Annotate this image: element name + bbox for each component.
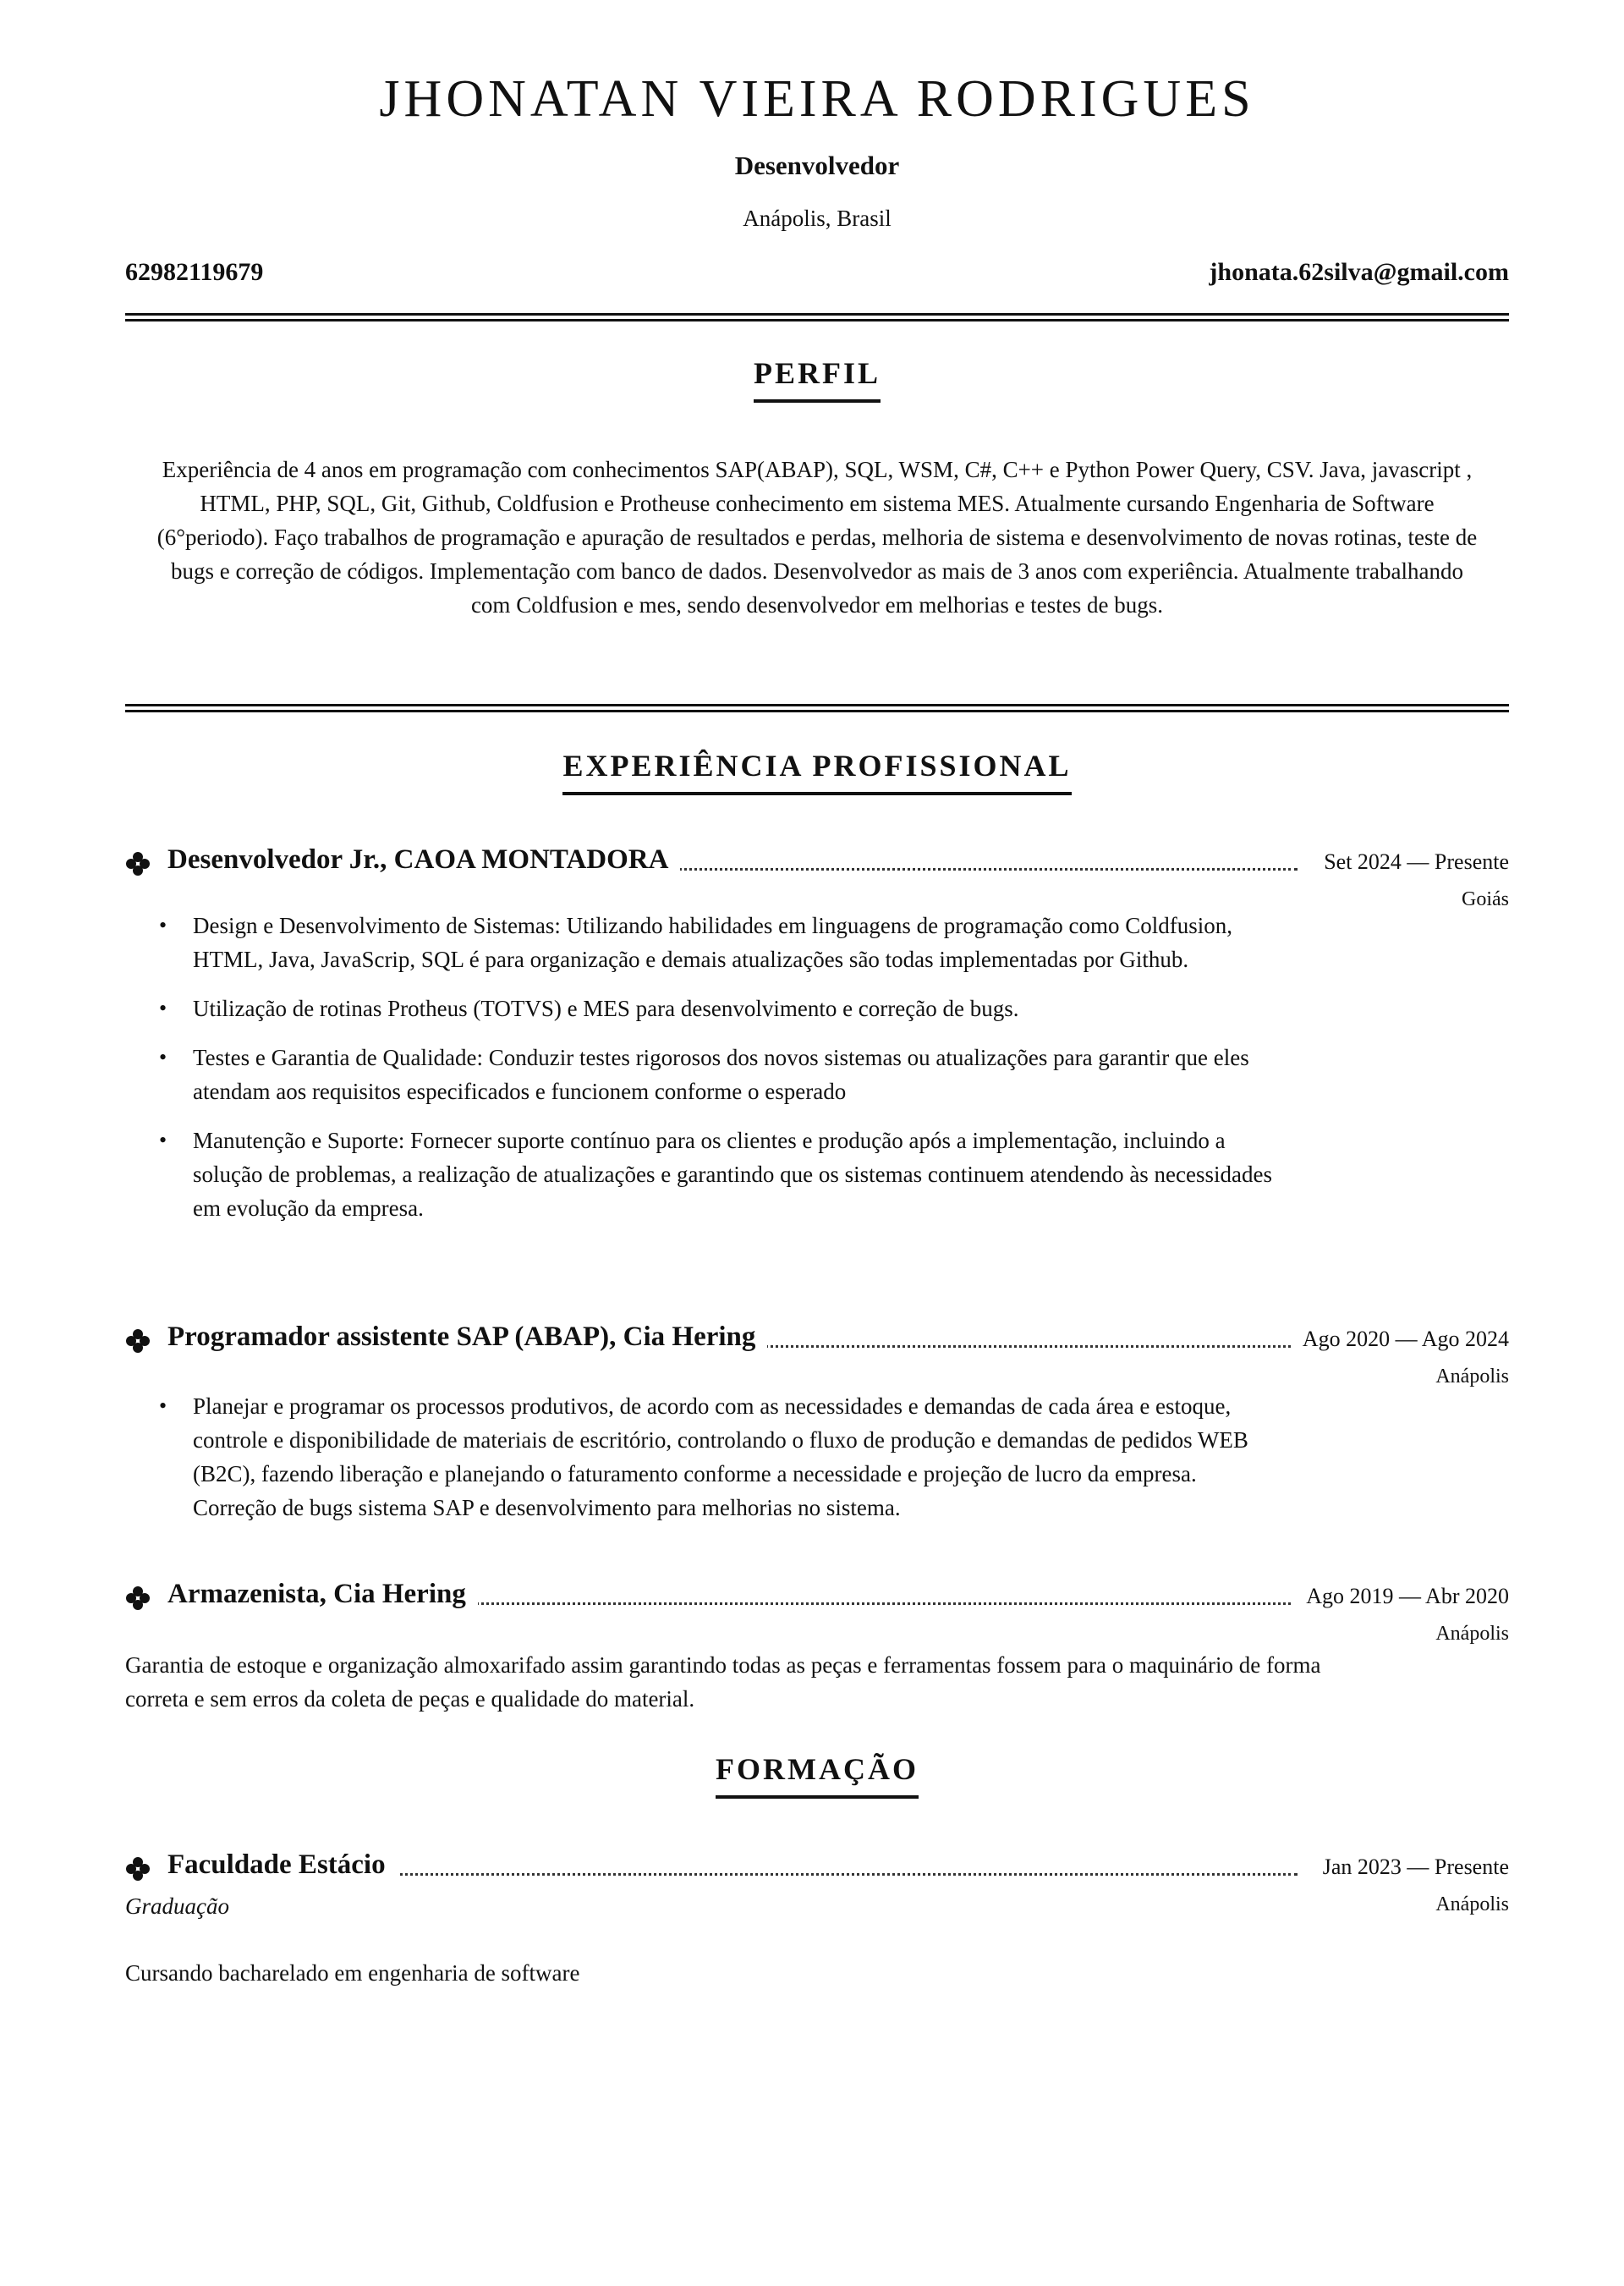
candidate-name: JHONATAN VIEIRA RODRIGUES: [379, 70, 1255, 128]
bullet-item: • Testes e Garantia de Qualidade: Conduzir testes rigorosos dos novos sistemas ou atualizações para garantir que eles atendam aos requisitos especificados e funcionem conforme o esperado: [159, 1041, 1284, 1108]
candidate-role: Desenvolvedor: [734, 151, 900, 180]
flower-bullet-icon: [125, 1856, 151, 1882]
education-section-title: FORMAÇÃO: [125, 1751, 1509, 1799]
school-name: Faculdade Estácio: [167, 1849, 398, 1881]
email-address[interactable]: jhonata.62silva@gmail.com: [1209, 258, 1509, 286]
resume-page: [125, 0, 1509, 2286]
job-location: Anápolis: [1435, 1623, 1509, 1645]
header-divider: [125, 313, 1509, 321]
phone-number: 62982119679: [125, 258, 264, 286]
job-description: Garantia de estoque e organização almoxarifado assim garantindo todas as peças e ferramentas fossem para o maquinário de forma correta e sem erros da coleta de peças e qualidade do material.: [125, 1652, 1321, 1712]
job-date: Ago 2020 — Ago 2024: [1291, 1327, 1509, 1352]
education-date: Jan 2023 — Presente: [1311, 1855, 1509, 1880]
bullet-item: • Planejar e programar os processos produtivos, de acordo com as necessidades e demandas de cada área e estoque, controle e disponibilidade de materiais de escritório, controlando o fluxo de produção e demandas de pedidos WEB (B2C), fazendo liberação e planejando o faturamento conforme a necessidade e projeção de lucro da empresa. Correção de bugs sistema SAP e desenvolvimento para melhorias no sistema.: [159, 1389, 1284, 1525]
job-location: Goiás: [1462, 888, 1509, 910]
job-date: Set 2024 — Presente: [1312, 849, 1509, 875]
candidate-location: Anápolis, Brasil: [743, 206, 892, 231]
profile-section-title: PERFIL: [125, 355, 1509, 403]
degree-type: Graduação: [125, 1893, 229, 1919]
bullet-item: • Utilização de rotinas Protheus (TOTVS) e MES para desenvolvimento e correção de bugs.: [159, 992, 1284, 1025]
job-title: Armazenista, Cia Hering: [167, 1579, 478, 1610]
profile-divider: [125, 704, 1509, 712]
job-date: Ago 2019 — Abr 2020: [1294, 1584, 1509, 1609]
job-entry: [125, 1322, 1509, 1520]
job-entry: [125, 844, 1509, 1221]
job-location: Anápolis: [1435, 1366, 1509, 1388]
profile-summary: Experiência de 4 anos em programação com conhecimentos SAP(ABAP), SQL, WSM, C#, C++ e Python Power Query, CSV. Java, javascript , HTML, PHP, SQL, Git, Github, Coldfusion e Protheuse conhecimento em sistema MES. Atualmente cursando Engenharia de Software (6°periodo). Faço trabalhos de programação e apuração de resultados e perdas, melhoria de sistema e desenvolvimento de novas rotinas, teste de bugs e correção de códigos. Implementação com banco de dados. Desenvolvedor as mais de 3 anos com experiência. Atualmente trabalhando com Coldfusion e mes, sendo desenvolvedor em melhorias e testes de bugs.: [156, 457, 1478, 618]
job-title: Programador assistente SAP (ABAP), Cia Hering: [167, 1322, 767, 1353]
flower-bullet-icon: [125, 1585, 151, 1611]
flower-bullet-icon: [125, 851, 151, 876]
bullet-item: • Manutenção e Suporte: Fornecer suporte contínuo para os clientes e produção após a implementação, incluindo a solução de problemas, a realização de atualizações e garantindo que os sistemas continuem atendendo às necessidades em evolução da empresa.: [159, 1124, 1284, 1225]
education-location: Anápolis: [1435, 1893, 1509, 1915]
bullet-item: • Design e Desenvolvimento de Sistemas: Utilizando habilidades em linguagens de programação como Coldfusion, HTML, Java, JavaScrip, SQL é para organização e demais atualizações são todas implementadas por Github.: [159, 909, 1284, 976]
job-bullets: [159, 909, 1284, 1240]
experience-section-title: EXPERIÊNCIA PROFISSIONAL: [125, 748, 1509, 795]
job-title: Desenvolvedor Jr., CAOA MONTADORA: [167, 844, 680, 876]
job-entry: [125, 1579, 1509, 1712]
education-description: Cursando bacharelado em engenharia de software: [125, 1960, 580, 1986]
flower-bullet-icon: [125, 1328, 151, 1354]
job-bullets: [159, 1389, 1284, 1540]
education-entry: [125, 1849, 1509, 1986]
contact-row: [125, 258, 1509, 292]
